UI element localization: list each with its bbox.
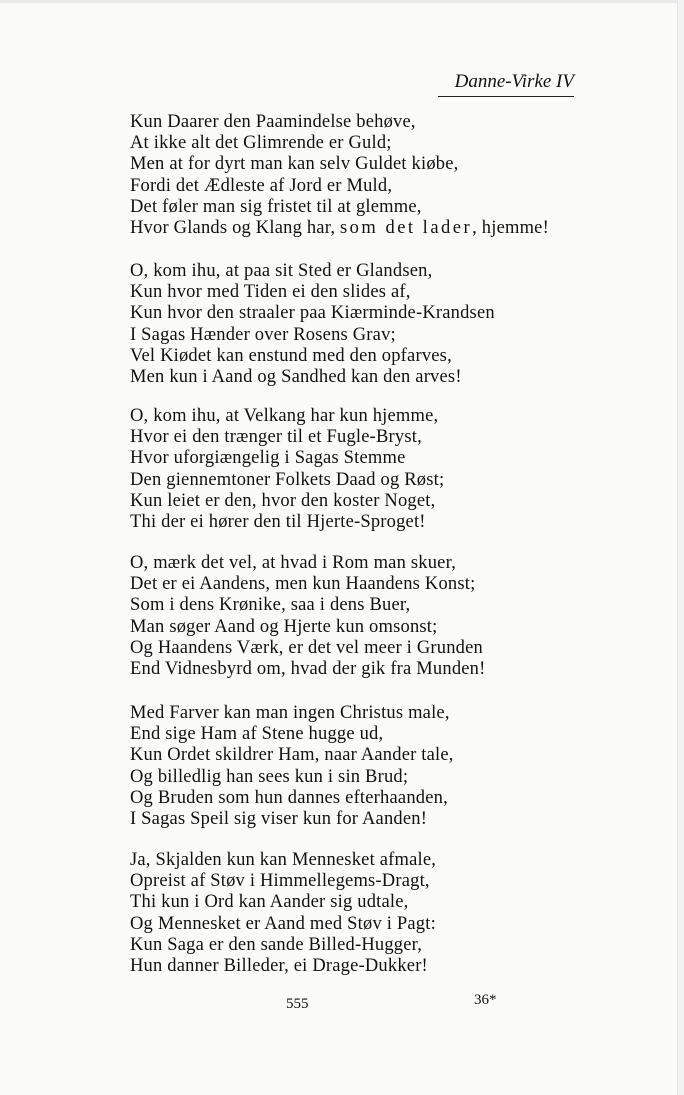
verse-line: Men kun i Aand og Sandhed kan den arves! bbox=[130, 367, 462, 388]
stanza-2 bbox=[130, 261, 590, 388]
verse-line: I Sagas Hænder over Rosens Grav; bbox=[130, 324, 396, 345]
verse-line: Ja, Skjalden kun kan Mennesket afmale, bbox=[130, 850, 437, 870]
page-right-edge bbox=[677, 0, 684, 1095]
stanza-5 bbox=[130, 703, 590, 830]
verse-text: Hvor Glands og Klang har, bbox=[130, 218, 340, 239]
verse-line: At ikke alt det Glimrende er Guld; bbox=[130, 133, 392, 154]
stanza-3 bbox=[130, 406, 590, 533]
verse-line: End sige Ham af Stene hugge ud, bbox=[130, 724, 384, 745]
verse-line: Vel Kiødet kan enstund med den opfarves, bbox=[130, 345, 452, 366]
verse-line: Og Haandens Værk, er det vel meer i Grunden bbox=[130, 637, 483, 658]
verse-line: Kun Daarer den Paamindelse behøve, bbox=[130, 112, 416, 132]
verse-line: Det er ei Aandens, men kun Haandens Konst; bbox=[130, 574, 476, 595]
verse-line: Og billedlig han sees kun i sin Brud; bbox=[130, 766, 409, 787]
running-title: Danne-Virke IV bbox=[438, 70, 574, 97]
verse-line: Man søger Aand og Hjerte kun omsonst; bbox=[130, 616, 438, 637]
spaced-emphasis: som det lader bbox=[339, 218, 473, 239]
verse-line: O, kom ihu, at Velkang har kun hjemme, bbox=[130, 406, 439, 426]
verse-line: Kun hvor med Tiden ei den slides af, bbox=[130, 282, 411, 303]
verse-line: End Vidnesbyrd om, hvad der gik fra Munden! bbox=[130, 659, 486, 680]
page-number: 555 bbox=[286, 996, 309, 1012]
signature-mark: 36* bbox=[474, 992, 497, 1008]
verse-line: Og Bruden som hun dannes efterhaanden, bbox=[130, 787, 448, 808]
verse-line: O, kom ihu, at paa sit Sted er Glandsen, bbox=[130, 261, 433, 281]
page-top-edge bbox=[0, 0, 684, 3]
verse-line: Hvor uforgiængelig i Sagas Stemme bbox=[130, 448, 406, 469]
verse-line: Men at for dyrt man kan selv Guldet kiøbe, bbox=[130, 154, 459, 175]
verse-line bbox=[130, 218, 590, 239]
verse-line: Fordi det Ædleste af Jord er Muld, bbox=[130, 175, 393, 196]
verse-line: Som i dens Krønike, saa i dens Buer, bbox=[130, 595, 411, 616]
verse-line: Kun hvor den straaler paa Kiærminde-Krandsen bbox=[130, 303, 495, 324]
verse-line: Og Mennesket er Aand med Støv i Pagt: bbox=[130, 913, 436, 934]
verse-line: O, mærk det vel, at hvad i Rom man skuer, bbox=[130, 553, 457, 573]
verse-line: Thi kun i Ord kan Aander sig udtale, bbox=[130, 892, 409, 913]
stanza-1 bbox=[130, 112, 590, 239]
verse-line: Hvor ei den trænger til et Fugle-Bryst, bbox=[130, 427, 422, 448]
verse-line: Opreist af Støv i Himmellegems-Dragt, bbox=[130, 871, 430, 892]
stanza-4 bbox=[130, 553, 590, 680]
verse-line: Kun leiet er den, hvor den koster Noget, bbox=[130, 490, 436, 511]
verse-line: Med Farver kan man ingen Christus male, bbox=[130, 703, 450, 723]
verse-text: , hjemme! bbox=[472, 218, 549, 239]
verse-line: Thi der ei hører den til Hjerte-Sproget! bbox=[130, 512, 426, 533]
verse-line: I Sagas Speil sig viser kun for Aanden! bbox=[130, 809, 428, 830]
verse-line: Den giennemtoner Folkets Daad og Røst; bbox=[130, 469, 445, 490]
stanza-6 bbox=[130, 850, 590, 977]
verse-line: Hun danner Billeder, ei Drage-Dukker! bbox=[130, 956, 428, 977]
verse-line: Kun Ordet skildrer Ham, naar Aander tale, bbox=[130, 745, 454, 766]
verse-line: Kun Saga er den sande Billed-Hugger, bbox=[130, 934, 423, 955]
verse-line: Det føler man sig fristet til at glemme, bbox=[130, 196, 422, 217]
